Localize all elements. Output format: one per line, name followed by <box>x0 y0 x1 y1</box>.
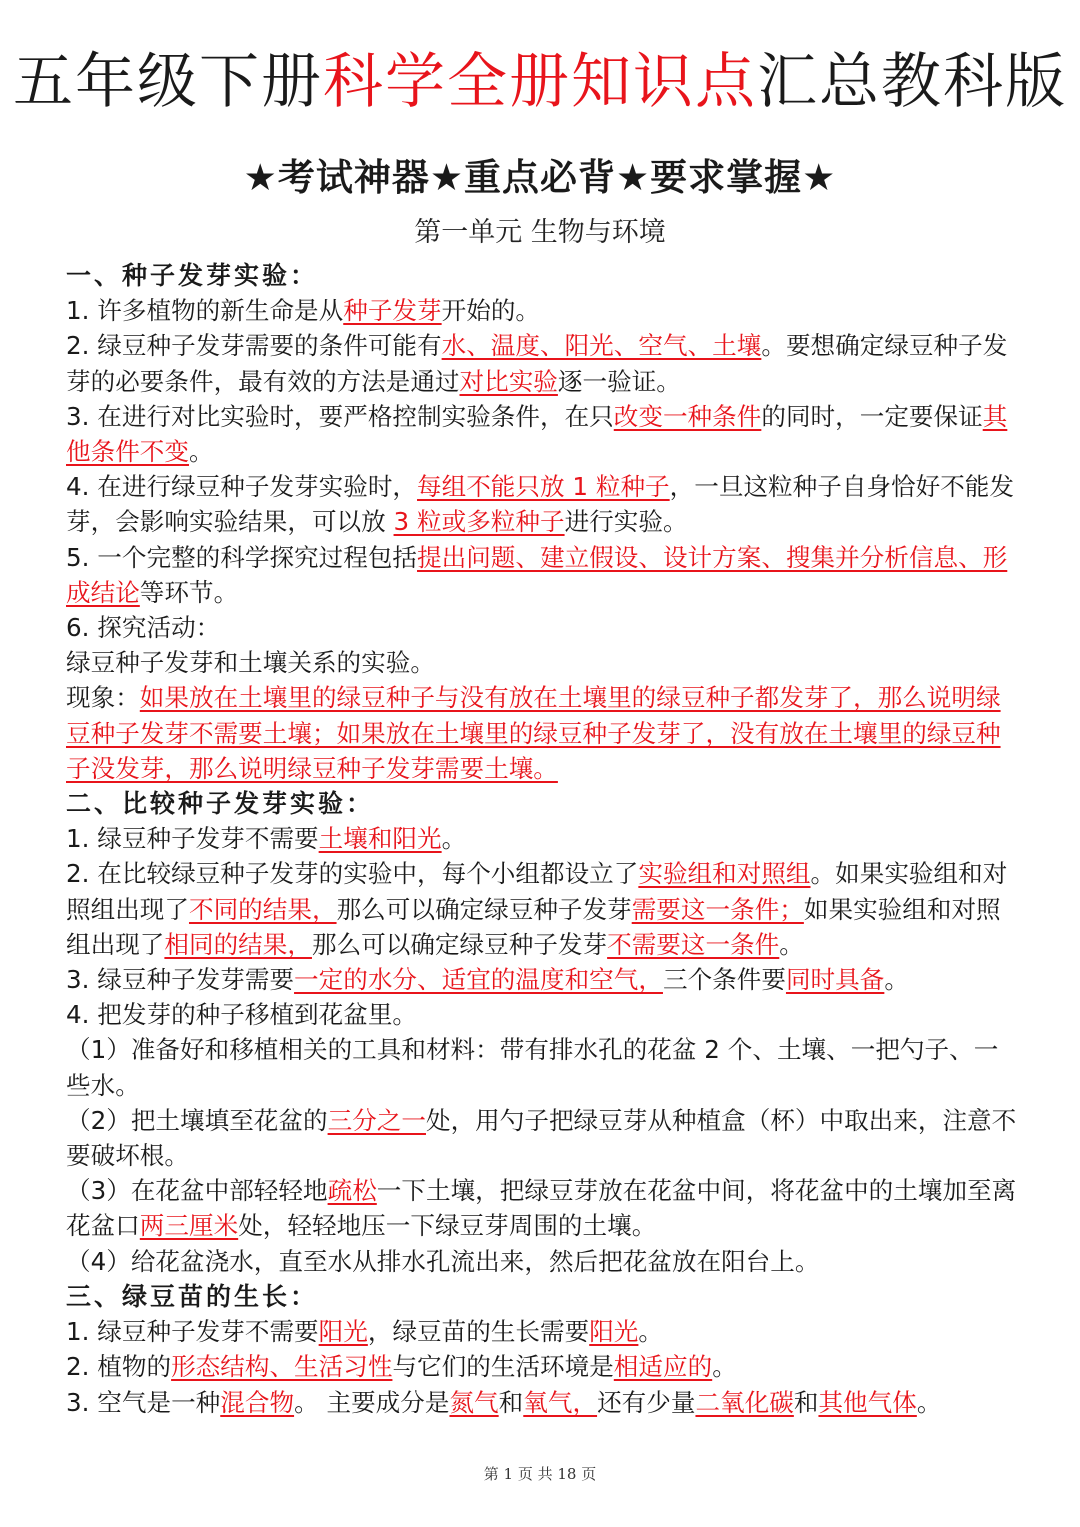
highlight-text: 实验组和对照组 <box>638 859 811 889</box>
s1-item-5: 5. 一个完整的科学探究过程包括提出问题、建立假设、设计方案、搜集并分析信息、形成结论等环节。 <box>66 542 1008 607</box>
highlight-text: 混合物 <box>220 1387 295 1417</box>
s1-item-6: 6. 探究活动： <box>66 613 221 643</box>
highlight-text: 两三厘米 <box>139 1211 239 1241</box>
highlight-text: 氧气， <box>523 1387 598 1417</box>
s2-item-2: 2. 在比较绿豆种子发芽的实验中，每个小组都设立了实验组和对照组。如果实验组和对照组出现了不同的结果，那么可以确定绿豆种子发芽需要这一条件；如果实验组和对照组出现了相同的结果，那么可以确定绿豆种子发芽不需要这一条件。 <box>66 859 1008 959</box>
section-3-heading: 三、绿豆苗的生长： <box>66 1281 319 1311</box>
s2-step-1: （1）准备好和移植相关的工具和材料：带有排水孔的花盆 2 个、土壤、一把勺子、一些水。 <box>66 1035 999 1100</box>
highlight-text: 不同的结果， <box>188 894 337 924</box>
s3-item-3: 3. 空气是一种混合物。 主要成分是氮气和氧气，还有少量二氧化碳和其他气体。 <box>66 1387 942 1417</box>
highlight-text: 氮气 <box>449 1387 499 1417</box>
s3-item-2: 2. 植物的形态结构、生活习性与它们的生活环境是相适应的。 <box>66 1352 737 1382</box>
s1-item-4: 4. 在进行绿豆种子发芽实验时，每组不能只放 1 粒种子，一旦这粒种子自身恰好不能发芽，会影响实验结果，可以放 3 粒或多粒种子进行实验。 <box>66 472 1014 537</box>
section-1-heading: 一、种子发芽实验： <box>66 261 319 290</box>
s1-phenomenon: 现象：如果放在土壤里的绿豆种子与没有放在土壤里的绿豆种子都发芽了，那么说明绿豆种子发芽不需要土壤；如果放在土壤里的绿豆种子发芽了，没有放在土壤里的绿豆种子没发芽，那么说明绿豆种子发芽需要土壤。 <box>66 683 1001 783</box>
highlight-text: 同时具备 <box>785 965 885 995</box>
highlight-text: 每组不能只放 1 粒种子 <box>417 472 670 502</box>
highlight-text: 阳光 <box>318 1317 368 1347</box>
highlight-text: 疏松 <box>327 1176 377 1206</box>
content-body <box>66 258 1021 1420</box>
highlight-text: 其他气体 <box>818 1387 917 1417</box>
s2-item-3: 3. 绿豆种子发芽需要一定的水分、适宜的温度和空气，三个条件要同时具备。 <box>66 965 909 995</box>
s2-step-2: （2）把土壤填至花盆的三分之一处，用勺子把绿豆芽从种植盒（杯）中取出来，注意不要破坏根。 <box>66 1105 1017 1171</box>
s1-item-3: 3. 在进行对比实验时，要严格控制实验条件，在只改变一种条件的同时，一定要保证其他条件不变。 <box>66 401 1008 467</box>
document-title <box>0 42 1080 126</box>
highlight-text: 需要这一条件； <box>631 894 804 924</box>
slogan: ★考试神器★重点必背★要求掌握★ <box>243 156 837 199</box>
title-part-2-highlight: 科学全册知识点 <box>323 47 757 117</box>
highlight-text: 三分之一 <box>327 1105 426 1135</box>
s1-activity-title: 绿豆种子发芽和土壤关系的实验。 <box>66 648 435 678</box>
highlight-text: 阳光 <box>589 1317 639 1347</box>
highlight-text: 相适应的 <box>613 1352 713 1382</box>
highlight-text: 种子发芽 <box>343 296 442 326</box>
title-part-3: 汇总教科版 <box>757 47 1067 117</box>
s2-item-1: 1. 绿豆种子发芽不需要土壤和阳光。 <box>66 824 467 854</box>
s1-item-1: 1. 许多植物的新生命是从种子发芽开始的。 <box>66 296 541 326</box>
s2-step-3: （3）在花盆中部轻轻地疏松一下土壤，把绿豆芽放在花盆中间，将花盆中的土壤加至离花盆口两三厘米处，轻轻地压一下绿豆芽周围的土壤。 <box>66 1176 1017 1241</box>
highlight-text: 不需要这一条件 <box>607 929 780 959</box>
s1-item-2: 2. 绿豆种子发芽需要的条件可能有水、温度、阳光、空气、土壤。要想确定绿豆种子发芽的必要条件，最有效的方法是通过对比实验逐一验证。 <box>66 331 1008 396</box>
s3-item-1: 1. 绿豆种子发芽不需要阳光，绿豆苗的生长需要阳光。 <box>66 1317 664 1347</box>
highlight-text: 形态结构、生活习性 <box>171 1352 393 1382</box>
highlight-text: 改变一种条件 <box>613 401 762 431</box>
highlight-text: 水、温度、阳光、空气、土壤 <box>441 331 762 361</box>
section-2-heading: 二、比较种子发芽实验： <box>66 789 375 819</box>
highlight-text: 其他条件不变 <box>66 401 1008 467</box>
page-footer: 第 1 页 共 18 页 <box>483 1465 597 1483</box>
highlight-text: 对比实验 <box>459 366 558 396</box>
highlight-text: 提出问题、建立假设、设计方案、搜集并分析信息、形成结论 <box>66 542 1008 607</box>
highlight-text: 二氧化碳 <box>695 1387 794 1417</box>
title-part-1: 五年级下册 <box>13 47 323 117</box>
highlight-text: 一定的水分、适宜的温度和空气， <box>294 965 663 995</box>
highlight-text: 相同的结果， <box>164 929 312 959</box>
unit-title: 第一单元 生物与环境 <box>414 217 666 248</box>
highlight-text: 3 粒或多粒种子 <box>393 507 565 537</box>
s2-step-4: （4）给花盆浇水，直至水从排水孔流出来，然后把花盆放在阳台上。 <box>66 1246 820 1276</box>
highlight-text: 如果放在土壤里的绿豆种子与没有放在土壤里的绿豆种子都发芽了，那么说明绿豆种子发芽不需要土壤；如果放在土壤里的绿豆种子发芽了，没有放在土壤里的绿豆种子没发芽，那么说明绿豆种子发芽需要土壤。 <box>66 683 1001 783</box>
s2-item-4: 4. 把发芽的种子移植到花盆里。 <box>66 1000 418 1030</box>
highlight-text: 土壤和阳光 <box>318 824 442 854</box>
